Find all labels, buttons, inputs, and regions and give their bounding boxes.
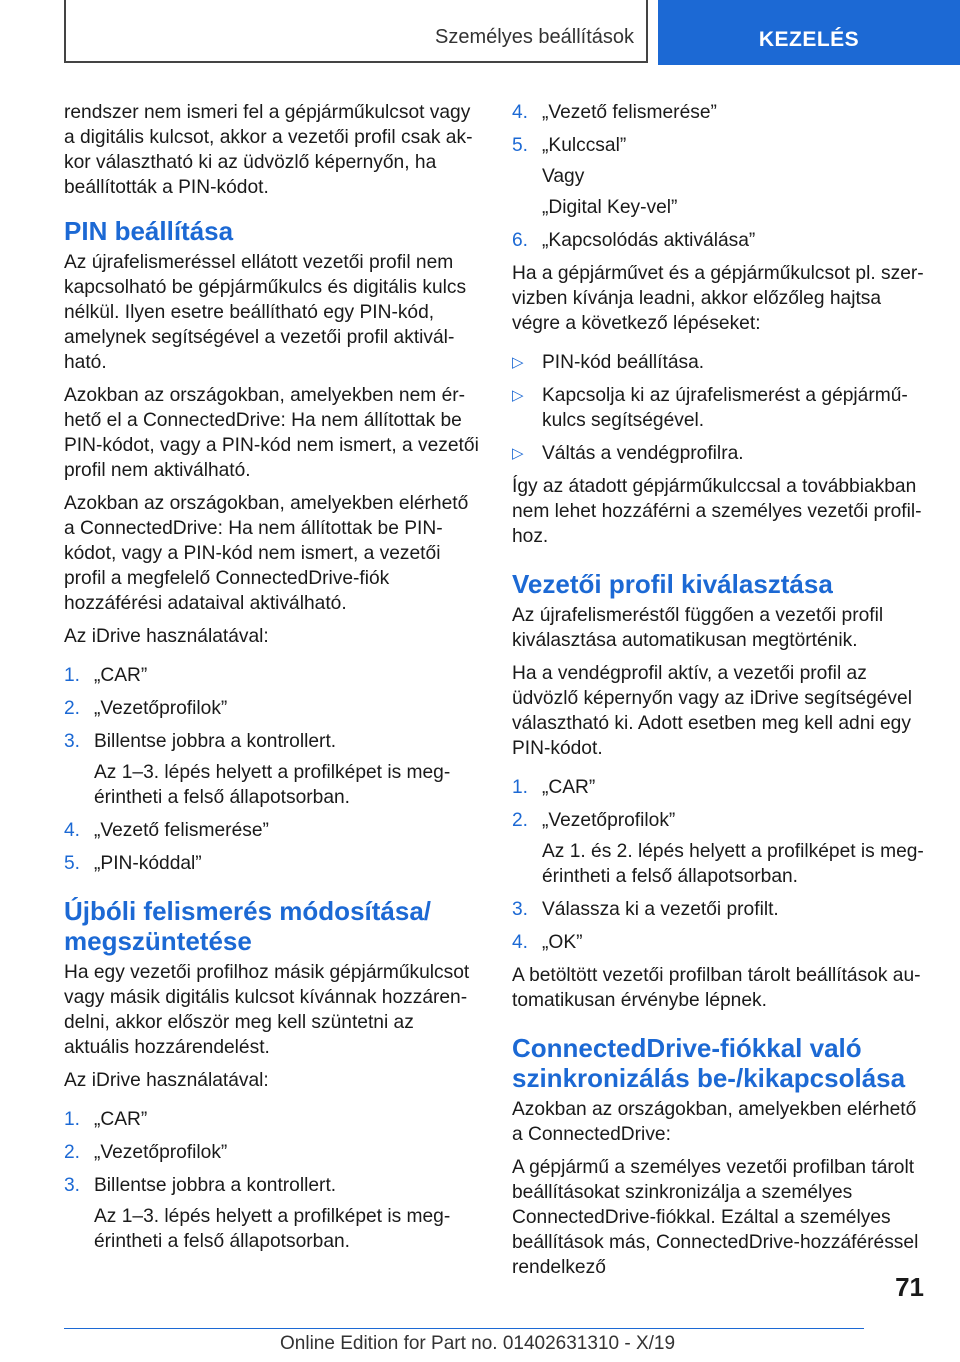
bullet-text: Kapcsolja ki az újrafelismerést a gépjárműkulcs segítségével. xyxy=(542,385,908,431)
list-item xyxy=(512,808,928,833)
list-item xyxy=(64,663,480,688)
list-item xyxy=(512,775,928,800)
bullet-text: PIN-kód beállítása. xyxy=(542,352,705,373)
step-note: Az 1–3. lépés helyett a profilképet is megérintheti a felső állapotsorban. xyxy=(94,1206,451,1252)
triangle-bullet-icon: ▷ xyxy=(512,445,524,462)
step-text: „CAR” xyxy=(542,777,596,798)
step-number: 3. xyxy=(64,1175,81,1196)
pin-paragraph-1: Az újrafelismeréssel ellátott vezetői profil nem kapcsolható be gépjárműkulcs és digitális kulcs nélkül. Ilyen esetre beállítható egy PIN-kód, amelynek segítségével a vezetői profil aktiválható. xyxy=(64,252,467,373)
step-number: 4. xyxy=(512,932,529,953)
step-number: 4. xyxy=(64,820,81,841)
page-number: 71 xyxy=(895,1272,924,1302)
chapter-tab xyxy=(658,0,960,65)
service-after-paragraph: Így az átadott gépjárműkulccsal a továbbiakban nem lehet hozzáférni a személyes vezetői profilhoz. xyxy=(512,476,922,547)
selection-heading: Vezetői profil kiválasztása xyxy=(512,569,833,599)
section-title: Személyes beállítások xyxy=(435,26,634,48)
step-number: 4. xyxy=(512,102,529,123)
list-item xyxy=(512,383,928,433)
step-number: 3. xyxy=(512,899,529,920)
step-text: Billentse jobbra a kontrollert. xyxy=(94,1175,337,1196)
step-text: „Vezetőprofilok” xyxy=(94,698,228,719)
step-text: „CAR” xyxy=(94,665,148,686)
list-item xyxy=(512,897,928,922)
selection-paragraph-2: Ha a vendégprofil aktív, a vezetői profil az üdvözlő képernyőn vagy az iDrive segítségével választható ki. Adott esetben meg kell adni egy PIN-kódot. xyxy=(512,663,912,759)
step-text: „Kulccsal” xyxy=(542,135,627,156)
intro-paragraph: rendszer nem ismeri fel a gépjárműkulcsot vagy a digitális kulcsot, akkor a vezetői profil csak akkor választható ki az üdvözlő képernyőn, ha beállították a PIN-kódot. xyxy=(64,102,473,198)
step-number: 1. xyxy=(64,1109,81,1130)
step-number: 2. xyxy=(64,1142,81,1163)
recognition-paragraph: Ha egy vezetői profilhoz másik gépjárműkulcsot vagy másik digitális kulcsot kívánnak hozzárendelni, akkor először meg kell szüntetni az aktuális hozzárendelést. xyxy=(64,962,470,1058)
list-item xyxy=(512,100,928,125)
step-number: 1. xyxy=(512,777,529,798)
pin-paragraph-3: Azokban az országokban, amelyekben elérhető a ConnectedDrive: Ha nem állítottak be PIN-kódot, vagy a PIN-kód nem ismert, a vezetői profil a megfelelő ConnectedDrive-fiók hozzáférési adataival aktiválható. xyxy=(64,493,469,614)
list-item xyxy=(64,851,480,876)
step-alternative: „Digital Key-vel” xyxy=(542,197,678,218)
step-text: „Kapcsolódás aktiválása” xyxy=(542,230,756,251)
connecteddrive-heading: ConnectedDrive-fiókkal való szinkronizálás be-/kikapcsolása xyxy=(512,1033,906,1093)
selection-paragraph-3: A betöltött vezetői profilban tárolt beállítások automatikusan érvénybe lépnek. xyxy=(512,965,921,1011)
section-tab xyxy=(64,0,648,63)
list-item xyxy=(64,696,480,721)
footer-divider xyxy=(64,1328,864,1329)
list-item xyxy=(64,729,480,754)
step-note: Az 1. és 2. lépés helyett a profilképet is megérintheti a felső állapotsorban. xyxy=(542,841,924,887)
bullet-text: Váltás a vendégprofilra. xyxy=(542,443,744,464)
step-number: 5. xyxy=(512,135,529,156)
page-header xyxy=(64,0,960,65)
step-text: Válassza ki a vezetői profilt. xyxy=(542,899,779,920)
step-number: 2. xyxy=(512,810,529,831)
step-number: 1. xyxy=(64,665,81,686)
recognition-idrive-label: Az iDrive használatával: xyxy=(64,1070,269,1091)
step-text: „PIN-kóddal” xyxy=(94,853,202,874)
list-item xyxy=(512,133,928,158)
step-note: Az 1–3. lépés helyett a profilképet is megérintheti a felső állapotsorban. xyxy=(94,762,451,808)
step-text: „OK” xyxy=(542,932,583,953)
step-text: „Vezetőprofilok” xyxy=(94,1142,228,1163)
right-column xyxy=(512,100,928,1288)
list-item xyxy=(64,818,480,843)
list-item xyxy=(64,1173,480,1198)
left-column xyxy=(64,100,480,1262)
list-item xyxy=(64,1107,480,1132)
step-number: 6. xyxy=(512,230,529,251)
step-number: 5. xyxy=(64,853,81,874)
list-item xyxy=(64,1140,480,1165)
step-text: „Vezetőprofilok” xyxy=(542,810,676,831)
step-text: „Vezető felismerése” xyxy=(542,102,717,123)
pin-paragraph-2: Azokban az országokban, amelyekben nem érhető el a ConnectedDrive: Ha nem állítottak be PIN-kódot, vagy a PIN-kód nem ismert, a vezetői profil nem aktiválható. xyxy=(64,385,479,481)
list-item xyxy=(512,228,928,253)
connecteddrive-paragraph-2: A gépjármű a személyes vezetői profilban tárolt beállításokat szinkronizálja a személyes ConnectedDrive-fiókkal. Ezáltal a személyes beállítások más, ConnectedDrive-hozzáféréssel rendelkező xyxy=(512,1157,919,1278)
recognition-heading: Újbóli felismerés módosítása/ megszüntetése xyxy=(64,896,432,956)
chapter-title: KEZELÉS xyxy=(758,28,860,51)
step-number: 2. xyxy=(64,698,81,719)
connecteddrive-paragraph-1: Azokban az országokban, amelyekben elérhető a ConnectedDrive: xyxy=(512,1099,917,1145)
pin-idrive-label: Az iDrive használatával: xyxy=(64,626,269,647)
list-item xyxy=(512,930,928,955)
list-item xyxy=(512,350,928,375)
footer-edition: Online Edition for Part no. 01402631310 - X/19 xyxy=(280,1333,676,1354)
step-number: 3. xyxy=(64,731,81,752)
triangle-bullet-icon: ▷ xyxy=(512,354,524,371)
list-item xyxy=(512,441,928,466)
pin-heading: PIN beállítása xyxy=(64,216,234,246)
service-paragraph: Ha a gépjárművet és a gépjárműkulcsot pl. szervizben kívánja leadni, akkor előzőleg hajtsa végre a következő lépéseket: xyxy=(512,263,924,334)
triangle-bullet-icon: ▷ xyxy=(512,387,524,404)
step-text: Billentse jobbra a kontrollert. xyxy=(94,731,337,752)
selection-paragraph-1: Az újrafelismeréstől függően a vezetői profil kiválasztása automatikusan megtörténik. xyxy=(512,605,884,651)
step-text: „CAR” xyxy=(94,1109,148,1130)
step-or: Vagy xyxy=(542,166,585,187)
step-text: „Vezető felismerése” xyxy=(94,820,269,841)
